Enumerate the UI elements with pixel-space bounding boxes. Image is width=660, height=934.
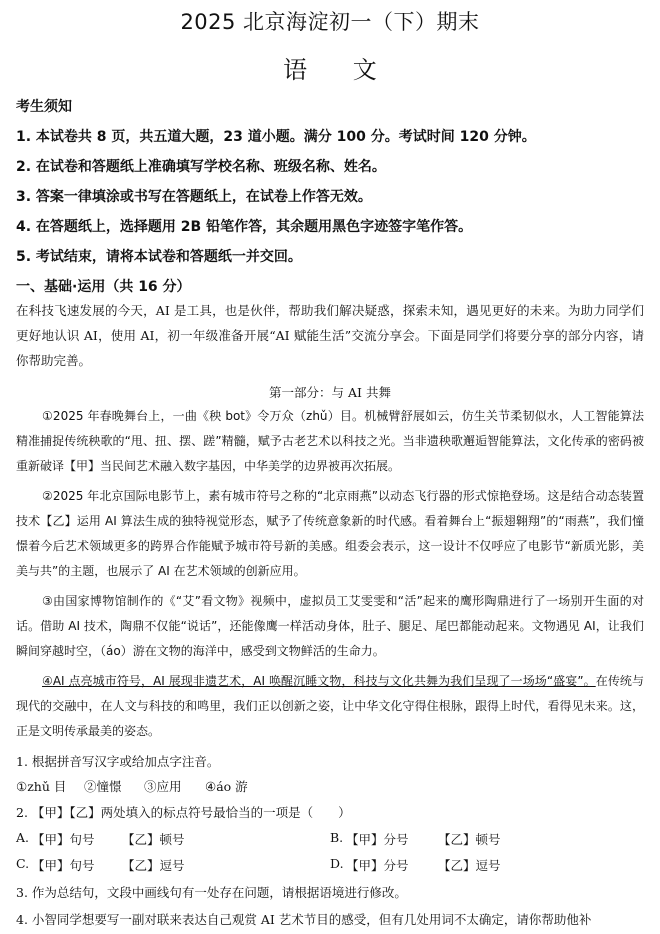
question-1: 1. 根据拼音写汉字或给加点字注音。 bbox=[16, 754, 220, 769]
q2-option-b-letter[interactable]: B. bbox=[330, 830, 344, 845]
part-title: 第一部分：与 AI 共舞 bbox=[269, 385, 391, 400]
underlined-sentence: ④AI 点亮城市符号，AI 展现非遗艺术，AI 唤醒沉睡文物，科技与文化共舞为我们呈现了一场场“盛宴”。 bbox=[42, 674, 596, 688]
paragraph-4 bbox=[16, 669, 644, 744]
paragraph-2: ②2025 年北京国际电影节上，素有城市符号之称的“北京雨燕”以动态飞行器的形式惊艳登场。这是结合动态装置技术【乙】运用 AI 算法生成的独特视觉形态，赋予了传统意象新的时代感。看着舞台上“振翅翱翔”的“雨燕”，我们憧憬着今后艺术领域更多的跨界合作能赋予城市符号新的美感。组委会表示，这一设计不仅呼应了电影节“新质光影，美美与共”的主题，也展示了 AI 在艺术领域的创新应用。 bbox=[16, 489, 644, 578]
q2-option-d-letter[interactable]: D. bbox=[330, 856, 344, 871]
subject-title: 语 文 bbox=[283, 56, 377, 84]
notice-item-4: 4. 在答题纸上，选择题用 2B 铅笔作答，其余题用黑色字迹签字笔作答。 bbox=[16, 219, 473, 235]
notice-item-3: 3. 答案一律填涂或书写在答题纸上，在试卷上作答无效。 bbox=[16, 189, 372, 205]
q2-option-d-yi: 【乙】逗号 bbox=[438, 858, 501, 873]
q2-option-b-jia: 【甲】分号 bbox=[346, 832, 409, 847]
q2-option-a-jia: 【甲】句号 bbox=[32, 832, 95, 847]
q1-item-3: ③应用 bbox=[144, 779, 182, 794]
notice-item-5: 5. 考试结束，请将本试卷和答题纸一并交回。 bbox=[16, 249, 302, 265]
q1-item-4: ④áo 游 bbox=[205, 779, 248, 794]
paragraph-3: ③由国家博物馆制作的《“艾”看文物》视频中，虚拟员工艾雯雯和“活”起来的鹰形陶鼎进行了一场别开生面的对话。借助 AI 技术，陶鼎不仅能“说话”，还能像鹰一样活动身体，肚子、腿足、尾巴都能动起来。文物遇见 AI，让我们瞬间穿越时空，（áo）游在文物的海洋中，感受到文物鲜活的生命力。 bbox=[16, 594, 644, 658]
q2-option-c-jia: 【甲】句号 bbox=[32, 858, 95, 873]
q2-option-d-jia: 【甲】分号 bbox=[346, 858, 409, 873]
q2-option-b-yi: 【乙】顿号 bbox=[438, 832, 501, 847]
question-4: 4. 小智同学想要写一副对联来表达自己观赏 AI 艺术节目的感受，但有几处用词不太确定，请你帮助他补 bbox=[16, 912, 592, 927]
q2-option-a-yi: 【乙】顿号 bbox=[122, 832, 185, 847]
q1-item-2: ②憧憬 bbox=[84, 779, 122, 794]
notice-item-2: 2. 在试卷和答题纸上准确填写学校名称、班级名称、姓名。 bbox=[16, 159, 386, 175]
q2-option-c-letter[interactable]: C. bbox=[16, 856, 30, 871]
question-3: 3. 作为总结句，文段中画线句有一处存在问题，请根据语境进行修改。 bbox=[16, 885, 407, 900]
q1-item-1: ①zhǔ 目 bbox=[16, 779, 67, 794]
q2-option-a-letter[interactable]: A. bbox=[16, 830, 30, 845]
paragraph-1: ①2025 年春晚舞台上，一曲《秧 bot》令万众（zhǔ）目。机械臂舒展如云，仿生关节柔韧似水，人工智能算法精准捕捉传统秧歌的“甩、扭、摆、蹉”精髓，赋予古老艺术以科技之光。当非遗秧歌邂逅智能算法，文化传承的密码被重新破译【甲】当民间艺术融入数字基因，中华美学的边界被再次拓展。 bbox=[16, 409, 644, 473]
paragraph-4-rest: 在传统与现代的交融中，在人文与科技的和鸣里，我们正以创新之姿，让中华文化守得住根脉，跟得上时代，看得见未来。这，正是文明传承最美的姿态。 bbox=[16, 674, 644, 738]
notice-item-1: 1. 本试卷共 8 页，共五道大题，23 道小题。满分 100 分。考试时间 120 分钟。 bbox=[16, 129, 536, 145]
question-2: 2. 【甲】【乙】两处填入的标点符号最恰当的一项是（ ） bbox=[16, 805, 351, 820]
section-intro: 在科技飞速发展的今天，AI 是工具，也是伙伴，帮助我们解决疑惑，探索未知，遇见更好的未来。为助力同学们更好地认识 AI，使用 AI，初一年级准备开展“AI 赋能生活”交流分享会。下面是同学们将要分享的部分内容，请你帮助完善。 bbox=[16, 303, 644, 368]
section-heading: 一、基础·运用（共 16 分） bbox=[16, 279, 191, 295]
notice-heading: 考生须知 bbox=[16, 99, 72, 115]
q2-option-c-yi: 【乙】逗号 bbox=[122, 858, 185, 873]
exam-title: 2025 北京海淀初一（下）期末 bbox=[180, 10, 480, 34]
